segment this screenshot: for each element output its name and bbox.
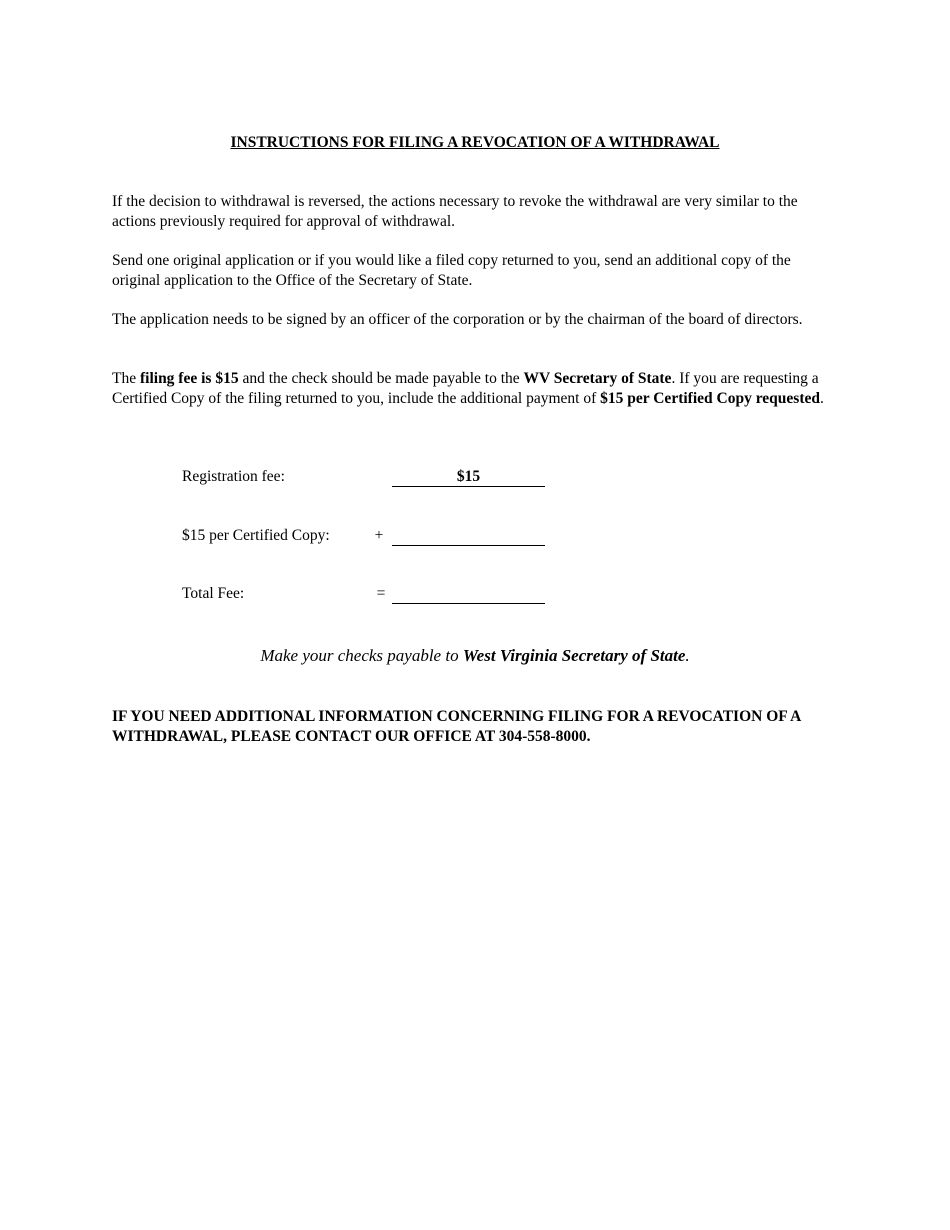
paragraph-signature: The application needs to be signed by an officer of the corporation or by the chairman of the board of directors. xyxy=(112,311,803,328)
fee-text-1: The xyxy=(112,370,140,387)
registration-fee-label: Registration fee: xyxy=(182,468,285,485)
paragraph-filing-fee xyxy=(112,369,842,408)
fee-text-bold-2: WV Secretary of State xyxy=(523,370,672,387)
checks-payable-note xyxy=(0,646,950,666)
contact-information: IF YOU NEED ADDITIONAL INFORMATION CONCERNING FILING FOR A REVOCATION OF A WITHDRAWAL, PLEASE CONTACT OUR OFFICE AT 304-558-8000. xyxy=(112,708,801,745)
certified-copy-fee-field[interactable] xyxy=(392,526,545,546)
fee-text-3: . If you are requesting a Certified Copy of the filing returned to you, include the additional payment of xyxy=(112,370,819,407)
checks-prefix: Make your checks payable to xyxy=(260,646,463,665)
total-fee-field[interactable] xyxy=(392,584,545,604)
fee-text-bold-1: filing fee is $15 xyxy=(139,370,239,387)
plus-operator: + xyxy=(374,527,384,544)
paragraph-send-application: Send one original application or if you would like a filed copy returned to you, send an additional copy of the original application to the Office of the Secretary of State. xyxy=(112,252,791,289)
fee-text-2: and the check should be made payable to the xyxy=(238,370,524,387)
equals-operator: = xyxy=(376,585,386,602)
paragraph-reversal: If the decision to withdrawal is reversed, the actions necessary to revoke the withdrawal are very similar to the actions previously required for approval of withdrawal. xyxy=(112,193,798,230)
total-fee-label: Total Fee: xyxy=(182,585,245,602)
certified-copy-fee-label: $15 per Certified Copy: xyxy=(182,527,330,544)
page-title: INSTRUCTIONS FOR FILING A REVOCATION OF A WITHDRAWAL xyxy=(230,134,720,151)
checks-suffix: . xyxy=(685,646,690,665)
checks-payee: West Virginia Secretary of State xyxy=(462,646,686,665)
fee-text-4: . xyxy=(820,389,824,407)
registration-fee-value: $15 xyxy=(392,467,545,487)
fee-text-bold-3: $15 per Certified Copy requested xyxy=(600,389,820,407)
